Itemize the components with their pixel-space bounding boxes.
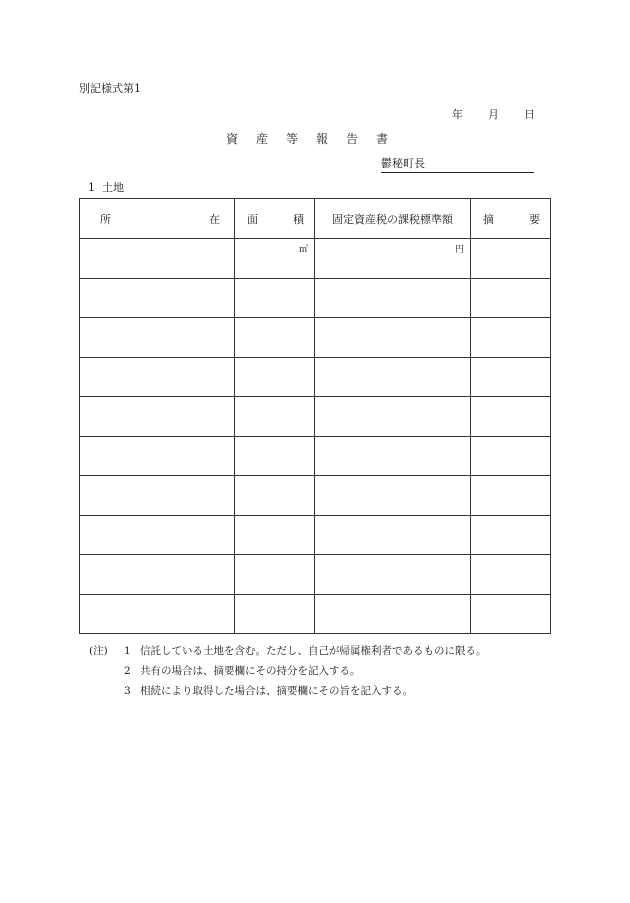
- date-line: [452, 106, 535, 122]
- area-cell[interactable]: [235, 594, 315, 634]
- remarks-cell[interactable]: [471, 594, 551, 634]
- table-row: [80, 397, 551, 437]
- title-char: 報: [316, 132, 329, 146]
- tax-value-cell[interactable]: [315, 239, 471, 279]
- table-row: [80, 555, 551, 595]
- tax-value-cell[interactable]: [315, 476, 471, 516]
- section-heading: [88, 179, 124, 195]
- area-cell[interactable]: [235, 515, 315, 555]
- area-cell[interactable]: [235, 555, 315, 595]
- table-row: [80, 318, 551, 358]
- section-number: 1: [88, 181, 95, 194]
- location-cell[interactable]: [80, 397, 235, 437]
- title-char: 資: [226, 132, 239, 146]
- land-table: [79, 198, 551, 634]
- table-row: [80, 594, 551, 634]
- location-cell[interactable]: [80, 357, 235, 397]
- header-remarks: 摘 要: [471, 199, 551, 239]
- header-tax-value: 固定資産税の課税標準額: [315, 199, 471, 239]
- date-day: 日: [524, 108, 535, 121]
- location-cell[interactable]: [80, 476, 235, 516]
- page-title: [226, 130, 406, 147]
- area-cell[interactable]: [235, 239, 315, 279]
- remarks-cell[interactable]: [471, 555, 551, 595]
- area-cell[interactable]: [235, 318, 315, 358]
- area-cell[interactable]: [235, 476, 315, 516]
- tax-value-cell[interactable]: [315, 594, 471, 634]
- area-unit: ㎡: [298, 245, 308, 255]
- table-row: [80, 357, 551, 397]
- location-cell[interactable]: [80, 555, 235, 595]
- note-item: [89, 661, 487, 681]
- area-cell[interactable]: [235, 397, 315, 437]
- title-char: 書: [376, 132, 389, 146]
- location-cell[interactable]: [80, 239, 235, 279]
- note-item: [89, 681, 487, 701]
- location-cell[interactable]: [80, 594, 235, 634]
- remarks-cell[interactable]: [471, 436, 551, 476]
- section-label: 土地: [102, 181, 124, 194]
- remarks-cell[interactable]: [471, 357, 551, 397]
- note-text: 相続により取得した場合は、摘要欄にその旨を記入する。: [140, 685, 413, 697]
- table-row: [80, 476, 551, 516]
- note-text: 信託している土地を含む。ただし、自己が帰属権利者であるものに限る。: [140, 645, 487, 657]
- remarks-cell[interactable]: [471, 397, 551, 437]
- tax-value-cell[interactable]: [315, 397, 471, 437]
- recipient-line: 鬱秘町長: [381, 155, 534, 173]
- area-cell[interactable]: [235, 436, 315, 476]
- table-header-row: [80, 199, 551, 239]
- remarks-cell[interactable]: [471, 239, 551, 279]
- note-text: 共有の場合は、摘要欄にその持分を記入する。: [140, 665, 361, 677]
- location-cell[interactable]: [80, 278, 235, 318]
- table-row: [80, 239, 551, 279]
- remarks-cell[interactable]: [471, 318, 551, 358]
- location-cell[interactable]: [80, 515, 235, 555]
- tax-value-unit: 円: [454, 245, 464, 255]
- location-cell[interactable]: [80, 318, 235, 358]
- title-char: 告: [346, 132, 359, 146]
- table-row: [80, 436, 551, 476]
- title-char: 産: [256, 132, 269, 146]
- form-label: 別記様式第1: [79, 82, 141, 95]
- title-char: 等: [286, 132, 299, 146]
- header-location: 所 在: [80, 199, 235, 239]
- area-cell[interactable]: [235, 357, 315, 397]
- table-row: [80, 278, 551, 318]
- area-cell[interactable]: [235, 278, 315, 318]
- note-number: 3: [124, 685, 131, 697]
- remarks-cell[interactable]: [471, 278, 551, 318]
- remarks-cell[interactable]: [471, 476, 551, 516]
- date-year: 年: [452, 108, 463, 121]
- tax-value-cell[interactable]: [315, 555, 471, 595]
- note-number: 1: [124, 645, 131, 657]
- remarks-cell[interactable]: [471, 515, 551, 555]
- note-number: 2: [124, 665, 131, 677]
- notes-section: [89, 641, 487, 701]
- tax-value-cell[interactable]: [315, 318, 471, 358]
- header-area: 面 積: [235, 199, 315, 239]
- tax-value-cell[interactable]: [315, 278, 471, 318]
- tax-value-cell[interactable]: [315, 515, 471, 555]
- date-month: 月: [488, 108, 499, 121]
- notes-lead: (注): [89, 645, 108, 657]
- tax-value-cell[interactable]: [315, 436, 471, 476]
- note-item: [89, 641, 487, 661]
- tax-value-cell[interactable]: [315, 357, 471, 397]
- location-cell[interactable]: [80, 436, 235, 476]
- table-row: [80, 515, 551, 555]
